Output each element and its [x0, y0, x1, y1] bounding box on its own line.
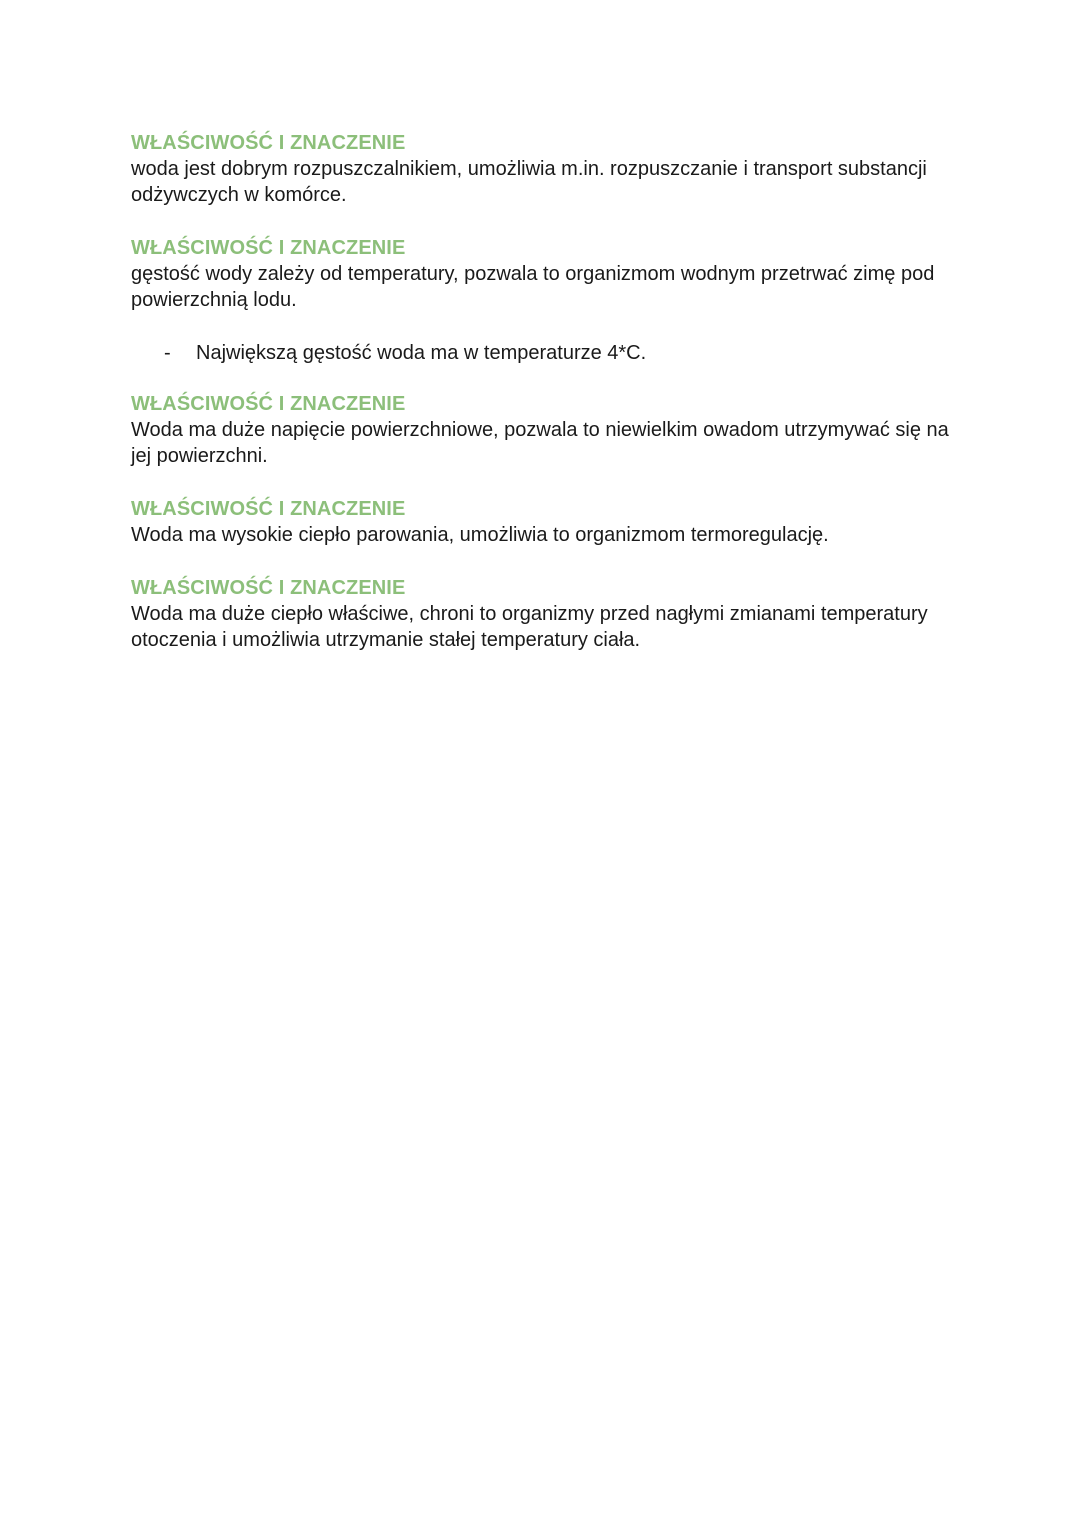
list-item: [131, 340, 961, 366]
spacer: [131, 208, 961, 235]
section-text-line: powierzchnią lodu.: [131, 289, 297, 311]
section-heading: WŁAŚCIWOŚĆ I ZNACZENIE: [131, 132, 406, 154]
list-bullet-dash: -: [164, 342, 171, 364]
section-text-line: Woda ma duże ciepło właściwe, chroni to organizmy przed nagłymi zmianami temperatury: [131, 603, 928, 625]
document-content: [131, 130, 961, 653]
section-text-line: gęstość wody zależy od temperatury, pozwala to organizmom wodnym przetrwać zimę pod: [131, 263, 935, 285]
spacer: [131, 313, 961, 340]
section-text-line: woda jest dobrym rozpuszczalnikiem, umożliwia m.in. rozpuszczanie i transport substancji: [131, 158, 927, 180]
section-text-line: Woda ma duże napięcie powierzchniowe, pozwala to niewielkim owadom utrzymywać się na: [131, 419, 949, 441]
list-item-text: Największą gęstość woda ma w temperaturze 4*C.: [196, 342, 647, 364]
section-text-line: otoczenia i umożliwia utrzymanie stałej temperatury ciała.: [131, 629, 641, 651]
section-density: [131, 235, 961, 366]
section-heading: WŁAŚCIWOŚĆ I ZNACZENIE: [131, 498, 406, 520]
spacer: [131, 548, 961, 575]
section-heading: WŁAŚCIWOŚĆ I ZNACZENIE: [131, 393, 406, 415]
section-heading: WŁAŚCIWOŚĆ I ZNACZENIE: [131, 577, 406, 599]
section-heat-of-vaporization: [131, 496, 961, 548]
section-text-line: Woda ma wysokie ciepło parowania, umożliwia to organizmom termoregulację.: [131, 524, 829, 546]
section-solvent: [131, 130, 961, 208]
section-specific-heat: [131, 575, 961, 653]
section-surface-tension: [131, 391, 961, 469]
section-text-line: jej powierzchni.: [131, 445, 268, 467]
section-text-line: odżywczych w komórce.: [131, 184, 347, 206]
spacer: [131, 366, 961, 391]
spacer: [131, 469, 961, 496]
section-heading: WŁAŚCIWOŚĆ I ZNACZENIE: [131, 237, 406, 259]
